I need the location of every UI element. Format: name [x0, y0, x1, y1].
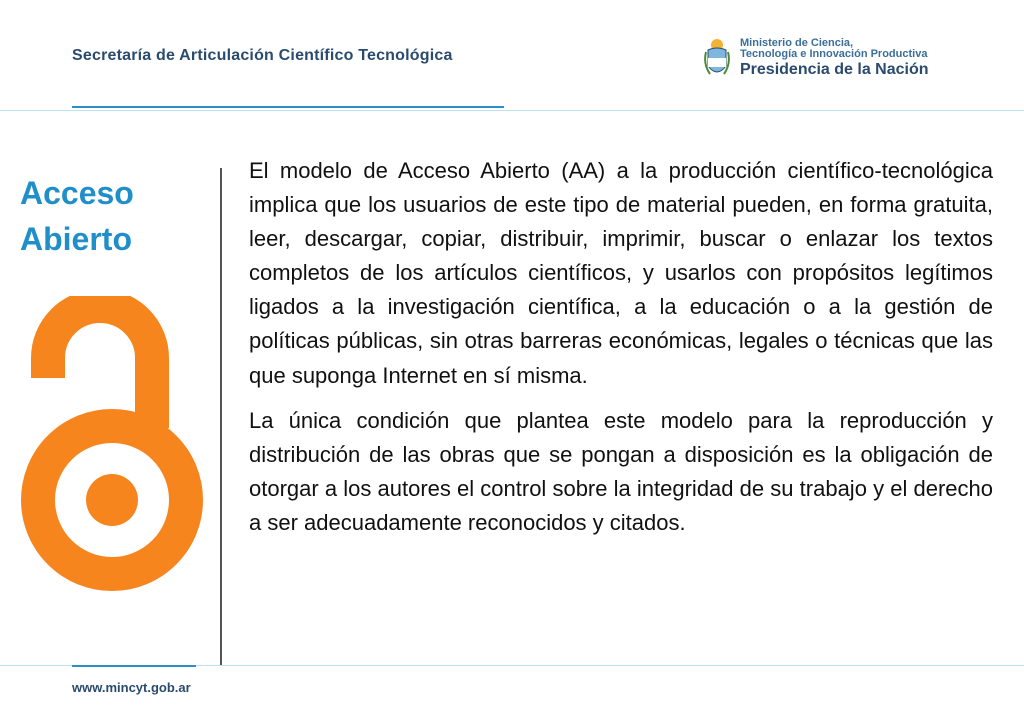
coat-of-arms-icon: [702, 36, 732, 80]
vertical-divider: [220, 168, 222, 666]
footer-accent-line: [72, 665, 196, 667]
ministry-line-2: Tecnología e Innovación Productiva: [740, 48, 928, 61]
header-underline: [72, 106, 504, 108]
section-title-line-1: Acceso: [20, 175, 134, 211]
ministry-line-3: Presidencia de la Nación: [740, 60, 929, 78]
footer-url: www.mincyt.gob.ar: [72, 680, 191, 695]
section-title-line-2: Abierto: [20, 221, 132, 258]
section-title: [20, 170, 134, 263]
paragraph-2: La única condición que plantea este modelo para la reproducción y distribución de las obras que se pongan a disposición es la obligación de otorgar a los autores el control sobre la integridad de su trabajo y el derecho a ser adecuadamente reconocidos y citados.: [249, 407, 993, 535]
ministry-logo: [702, 36, 929, 80]
open-access-lock-icon: [18, 296, 208, 600]
ministry-line-1: Ministerio de Ciencia,: [740, 36, 854, 49]
header-title: Secretaría de Articulación Científico Tecnológica: [72, 47, 453, 64]
header-divider: [0, 110, 1024, 111]
content-body: [249, 154, 993, 551]
paragraph-1: El modelo de Acceso Abierto (AA) a la producción científico-tecnológica implica que los usuarios de este tipo de material pueden, en forma gratuita, leer, descargar, copiar, distribuir, imprimir, buscar o enlazar los textos completos de los artículos científicos, y usarlos con propósitos legítimos ligados a la investigación científica, a la educación o a la gestión de políticas públicas, sin otras barreras económicas, legales o técnicas que las que suponga Internet en sí misma.: [249, 158, 993, 388]
